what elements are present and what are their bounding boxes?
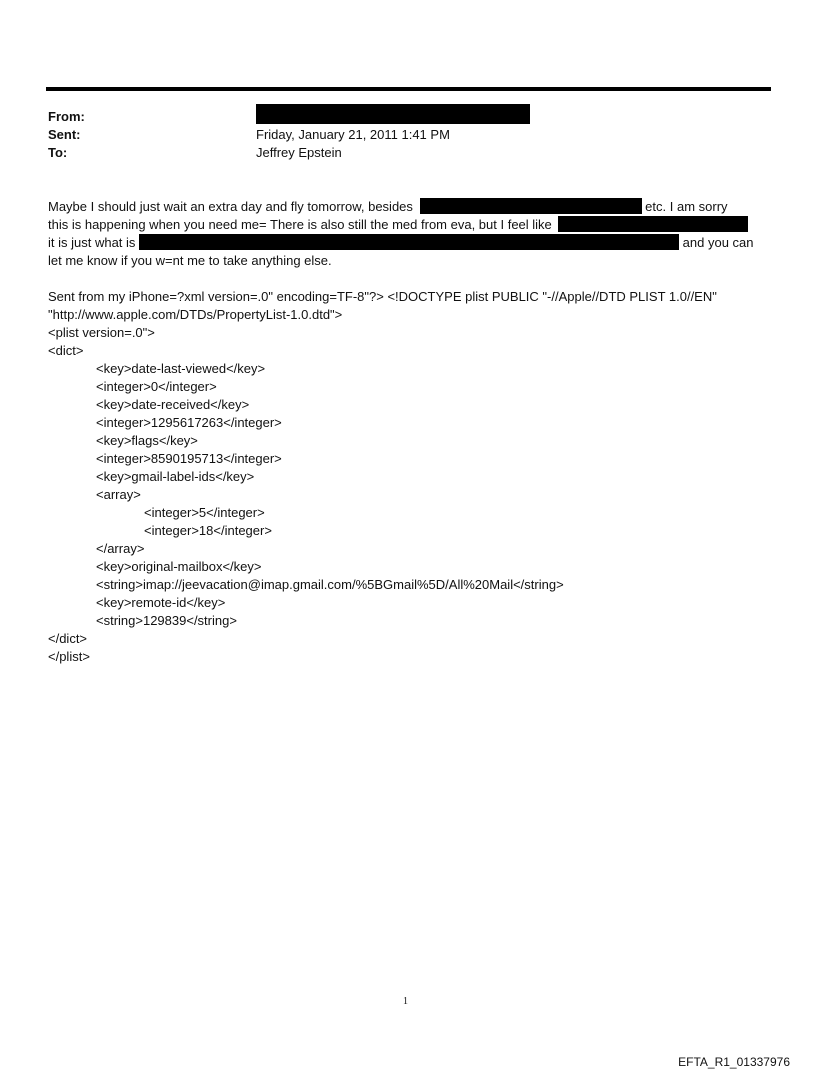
body-line-1-end: etc. I am sorry bbox=[645, 199, 728, 214]
plist-line: <integer>0</integer> bbox=[96, 379, 217, 394]
plist-open: <plist version=.0"> bbox=[48, 325, 155, 340]
plist-line: <integer>18</integer> bbox=[144, 523, 272, 538]
plist-close: </plist> bbox=[48, 649, 90, 664]
sent-label: Sent: bbox=[48, 127, 81, 142]
page-number: 1 bbox=[403, 996, 408, 1007]
plist-line: <integer>8590195713</integer> bbox=[96, 451, 282, 466]
signature-line-1: Sent from my iPhone=?xml version=.0" encoding=TF-8"?> <!DOCTYPE plist PUBLIC "-//Apple//DTD PLIST 1.0//EN" bbox=[48, 289, 717, 304]
from-redaction bbox=[256, 104, 530, 124]
redaction-block bbox=[558, 216, 748, 232]
body-line-2 bbox=[48, 216, 748, 233]
body-line-2-text: this is happening when you need me= There is also still the med from eva, but I feel like bbox=[48, 217, 552, 232]
plist-line: <key>flags</key> bbox=[96, 433, 198, 448]
sent-value: Friday, January 21, 2011 1:41 PM bbox=[256, 127, 450, 142]
document-id: EFTA_R1_01337976 bbox=[678, 1055, 790, 1069]
dict-open: <dict> bbox=[48, 343, 84, 358]
signature-line-2: "http://www.apple.com/DTDs/PropertyList-1.0.dtd"> bbox=[48, 307, 343, 322]
body-line-3 bbox=[48, 234, 754, 251]
plist-line: <key>date-received</key> bbox=[96, 397, 250, 412]
plist-line: <key>remote-id</key> bbox=[96, 595, 226, 610]
plist-line: <key>gmail-label-ids</key> bbox=[96, 469, 255, 484]
header-rule bbox=[46, 87, 771, 91]
plist-line: <integer>1295617263</integer> bbox=[96, 415, 282, 430]
plist-line: <integer>5</integer> bbox=[144, 505, 265, 520]
to-value: Jeffrey Epstein bbox=[256, 145, 342, 160]
body-line-4: let me know if you w=nt me to take anything else. bbox=[48, 253, 332, 268]
body-line-1-start: Maybe I should just wait an extra day and fly tomorrow, besides bbox=[48, 199, 413, 214]
plist-line: <key>date-last-viewed</key> bbox=[96, 361, 266, 376]
plist-line: <key>original-mailbox</key> bbox=[96, 559, 262, 574]
dict-close: </dict> bbox=[48, 631, 88, 646]
from-label: From: bbox=[48, 109, 85, 124]
redaction-block bbox=[139, 234, 679, 250]
to-label: To: bbox=[48, 145, 68, 160]
body-line-3-start: it is just what is bbox=[48, 235, 136, 250]
plist-line: <string>129839</string> bbox=[96, 613, 237, 628]
plist-line: </array> bbox=[96, 541, 145, 556]
plist-line: <string>imap://jeevacation@imap.gmail.com/%5BGmail%5D/All%20Mail</string> bbox=[96, 577, 564, 592]
body-line-1 bbox=[48, 198, 728, 215]
body-line-3-end: and you can bbox=[682, 235, 754, 250]
redaction-block bbox=[420, 198, 642, 214]
plist-line: <array> bbox=[96, 487, 141, 502]
